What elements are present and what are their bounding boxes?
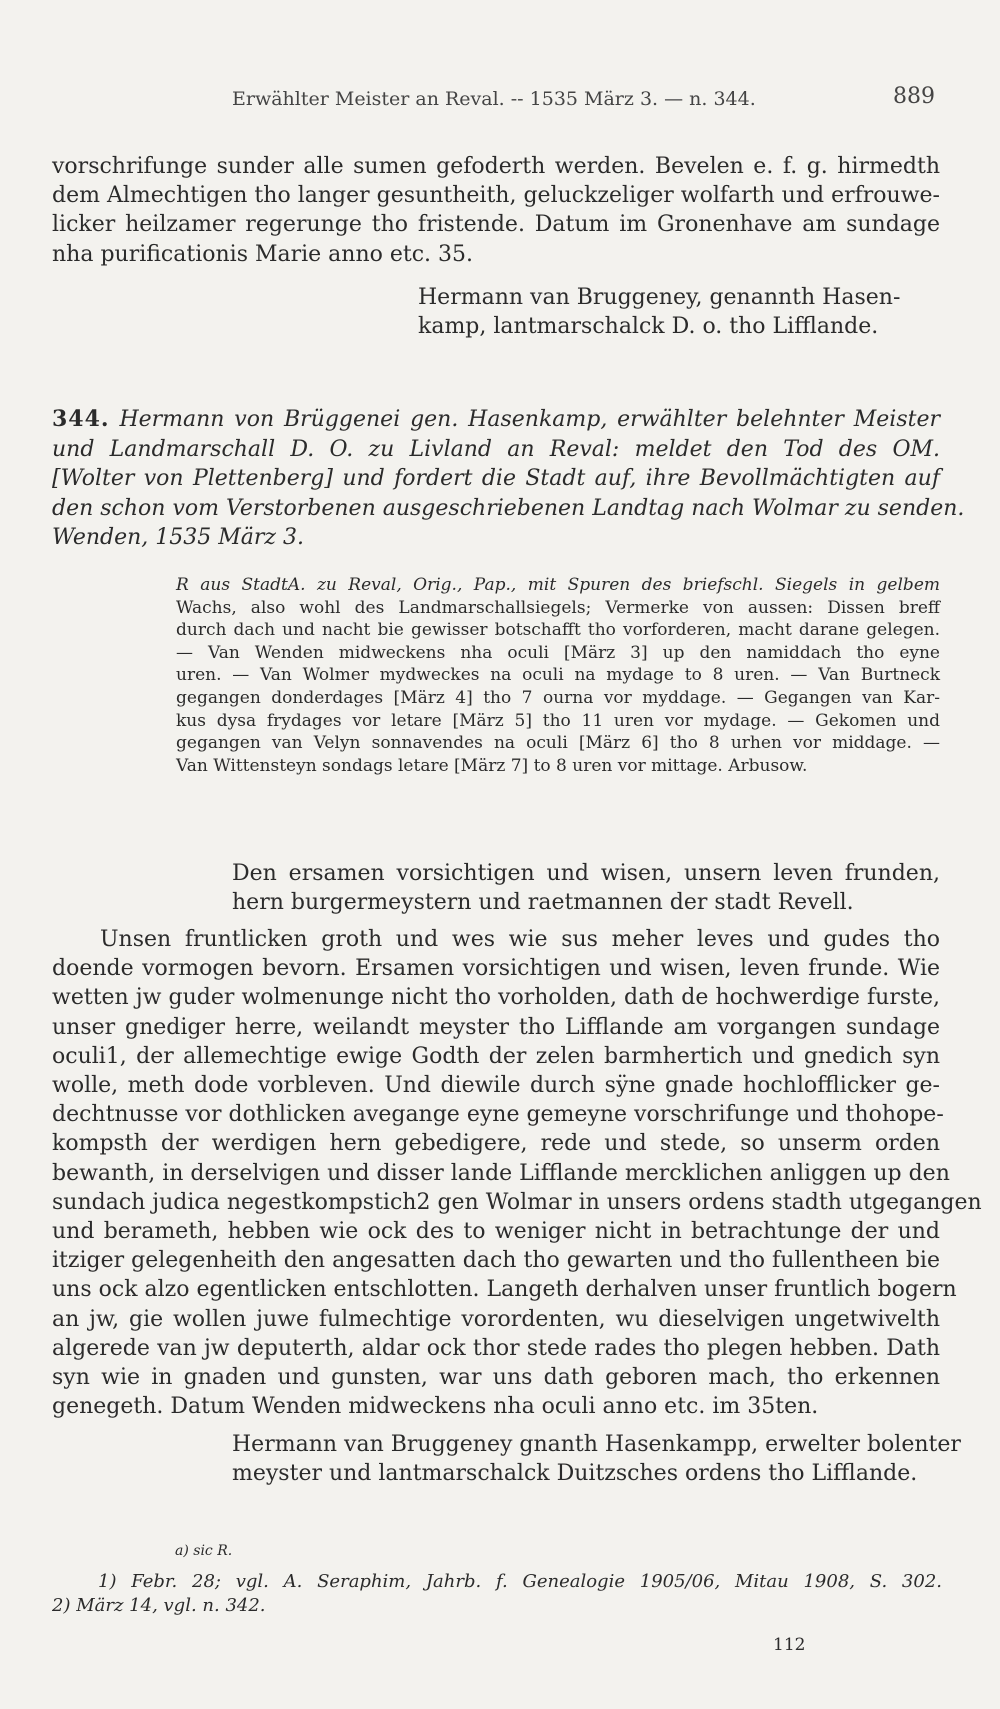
note-line: Van Wittensteyn sondags letare [März 7] to 8 uren vor mittage. Arbusow. — [176, 755, 808, 776]
textual-footnote: a) sic R. — [175, 1543, 233, 1559]
note-line: gegangen donderdages [März 4] tho 7 ourna vor myddage. — Gegangen van Kar- — [176, 687, 940, 708]
footnote-1: 1) Febr. 28; vgl. A. Seraphim, Jahrb. f. Genealogie 1905/06, Mitau 1908, S. 302. — [98, 1571, 942, 1592]
text-line: oculi1, der allemechtige ewige Godth der zelen barmhertich und gnedich syn — [52, 1043, 940, 1069]
entry-344-heading — [52, 405, 965, 553]
text-line: genegeth. Datum Wenden midweckens nha oculi anno etc. im 35ten. — [52, 1394, 819, 1420]
letter-343-signature — [418, 283, 901, 341]
signature-line: Hermann van Bruggeney, genannth Hasen- — [418, 285, 901, 310]
text-line: wetten jw guder wolmenunge nicht tho vorholden, dath de hochwerdige furste, — [52, 985, 940, 1011]
text-line: syn wie in gnaden und gunsten, war uns dath geboren mach, tho erkennen — [52, 1365, 940, 1391]
footnote-2: 2) März 14, vgl. n. 342. — [52, 1595, 266, 1616]
heading-line: und Landmarschall D. O. zu Livland an Reval: meldet den Tod des OM. — [52, 436, 940, 462]
text-line: kompsth der werdigen hern gebedigere, rede und stede, so unserm orden — [52, 1131, 940, 1157]
footnotes — [52, 1570, 942, 1618]
letter-address — [232, 859, 940, 917]
text-line: doende vormogen bevorn. Ersamen vorsichtigen und wisen, leven frunde. Wie — [52, 956, 940, 982]
text-line: unser gnediger herre, weilandt meyster tho Lifflande am vorgangen sundage — [52, 1014, 940, 1040]
text-line: itziger gelegenheith den angesatten dach tho gewarten und tho fullentheen bie — [52, 1248, 940, 1274]
note-line: R aus StadtA. zu Reval, Orig., Pap., mit Spuren des briefschl. Siegels in gelbem — [176, 575, 940, 595]
text-line: algerede van jw deputerth, aldar ock thor stede rades tho plegen hebben. Dath — [52, 1335, 940, 1361]
note-line: kus dysa frydages vor letare [März 5] tho 11 uren vor mydage. — Gekomen und — [176, 710, 940, 731]
text-line: licker heilzamer regerunge tho fristende. Datum im Gronenhave am sundage — [52, 212, 940, 238]
signature-mark: 112 — [773, 1635, 806, 1655]
heading-line — [52, 405, 940, 435]
letter-344-body — [52, 925, 982, 1421]
letter-343-ending — [52, 152, 940, 269]
signature-line: kamp, lantmarschalck D. o. tho Lifflande. — [418, 314, 879, 339]
text-line: bewanth, in derselvigen und disser lande Lifflande mercklichen anliggen up den — [52, 1160, 950, 1186]
text-line: dechtnusse vor dothlicken avegange eyne gemeyne vorschrifunge und thohope- — [52, 1102, 944, 1128]
signature-line: meyster und lantmarschalck Duitzsches ordens tho Lifflande. — [232, 1461, 918, 1487]
text-line: sundach judica negestkompstich2 gen Wolmar in unsers ordens stadth utgegangen — [52, 1189, 982, 1215]
heading-line: den schon vom Verstorbenen ausgeschriebenen Landtag nach Wolmar zu senden. — [52, 495, 965, 521]
text-line: nha purificationis Marie anno etc. 35. — [52, 241, 474, 267]
note-line: uren. — Van Wolmer mydweckes na oculi na mydage to 8 uren. — Van Burtneck — [176, 665, 940, 686]
heading-text: Hermann von Brüggenei gen. Hasenkamp, erwählter belehnter Meister — [119, 407, 941, 432]
running-title: Erwählter Meister an Reval. -- 1535 März 3. — n. 344. — [232, 88, 756, 110]
entry-number: 344. — [52, 406, 110, 432]
source-note — [176, 574, 940, 777]
note-line: Wachs, also wohl des Landmarschallsiegels; Vermerke von aussen: Dissen breff — [176, 597, 940, 618]
text-line: vorschrifunge sunder alle sumen gefoderth werden. Bevelen e. f. g. hirmedth — [52, 154, 940, 179]
letter-344-signature — [232, 1430, 961, 1488]
address-line: hern burgermeystern und raetmannen der stadt Revell. — [232, 890, 854, 916]
text-line: Unsen fruntlicken groth und wes wie sus meher leves und gudes tho — [100, 927, 940, 952]
place-date: Wenden, 1535 März 3. — [52, 525, 304, 551]
note-line: durch dach und nacht bie gewisser botschafft tho vorforderen, macht darane gelegen. — [176, 620, 940, 641]
page-number: 889 — [893, 84, 935, 109]
note-line: — Van Wenden midweckens nha oculi [März 3] up den namiddach tho eyne — [176, 642, 940, 663]
address-line: Den ersamen vorsichtigen und wisen, unsern leven frunden, — [232, 861, 940, 886]
text-line: und berameth, hebben wie ock des to weniger nicht in betrachtunge der und — [52, 1219, 940, 1245]
text-line: wolle, meth dode vorbleven. Und diewile durch sÿne gnade hochlofflicker ge- — [52, 1073, 940, 1099]
text-line: uns ock alzo egentlicken entschlotten. Langeth derhalven unser fruntlich bogern — [52, 1277, 957, 1303]
text-line: an jw, gie wollen juwe fulmechtige vorordenten, wu dieselvigen ungetwivelth — [52, 1306, 940, 1332]
signature-line: Hermann van Bruggeney gnanth Hasenkampp, erwelter bolenter — [232, 1432, 961, 1457]
heading-line: [Wolter von Plettenberg] und fordert die Stadt auf, ihre Bevollmächtigten auf — [52, 466, 940, 492]
note-line: gegangen van Velyn sonnavendes na oculi [März 6] tho 8 urhen vor middage. — — [176, 733, 940, 754]
text-line: dem Almechtigen tho langer gesuntheith, geluckzeliger wolfarth und erfrouwe- — [52, 183, 940, 209]
